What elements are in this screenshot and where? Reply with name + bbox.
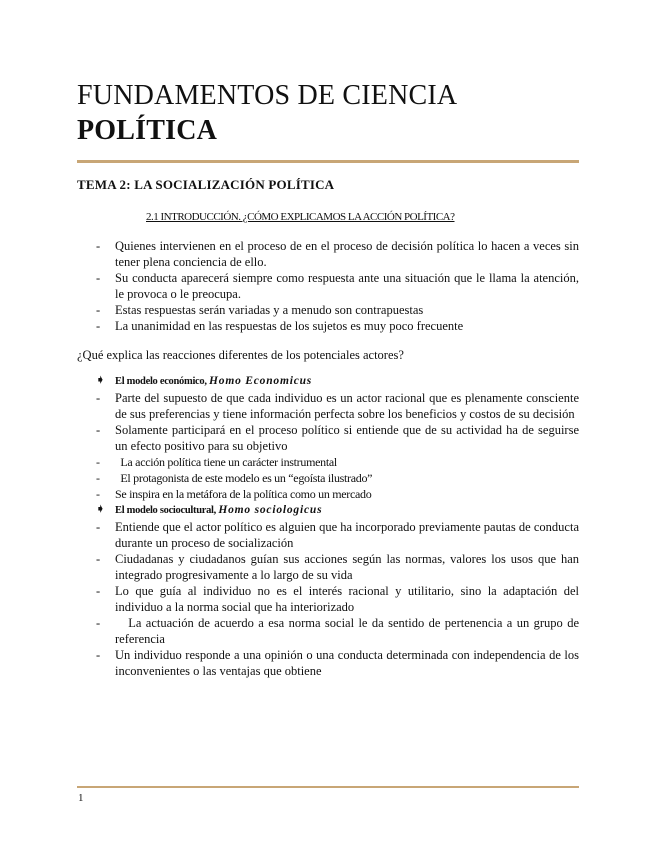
list-item: - La acción política tiene un carácter instrumental: [96, 455, 337, 469]
list-item: - Quienes intervienen en el proceso de en el proceso de decisión política lo hacen a veces sin tener plena conciencia de ello.: [96, 239, 579, 269]
model-heading: [77, 502, 579, 519]
header-divider: [77, 160, 579, 163]
list-item: - Ciudadanas y ciudadanos guían sus acciones según las normas, valores los usos que han integrado progresivamente a lo largo de su vida: [96, 552, 579, 582]
list-item: - Un individuo responde a una opinión o una conducta determinada con independencia de los inconvenientes o las ventajas que obtiene: [96, 648, 579, 678]
model-term: Homo sociologicus: [218, 504, 323, 516]
page-number: 1: [78, 792, 84, 804]
list-item: - Entiende que el actor político es alguien que ha incorporado previamente pautas de conducta durante un proceso de socialización: [96, 520, 579, 550]
arrow-bullet-icon: ➧: [96, 375, 105, 386]
dash-bullet: -: [96, 239, 101, 253]
section-heading: TEMA 2: LA SOCIALIZACIÓN POLÍTICA: [77, 177, 335, 192]
model-heading: [77, 373, 579, 390]
list-item: - El protagonista de este modelo es un “egoísta ilustrado”: [96, 471, 373, 485]
models-list: [77, 373, 579, 679]
intro-bullet-list: [77, 238, 579, 334]
dash-bullet: -: [96, 423, 101, 437]
dash-bullet: -: [96, 455, 100, 469]
list-item: - Parte del supuesto de que cada individuo es un actor racional que es plenamente consciente de sus preferencias y tiene información perfecta sobre los beneficios y costos de su decisión: [96, 391, 579, 421]
dash-bullet: -: [96, 303, 101, 317]
dash-bullet: -: [96, 648, 101, 662]
list-item: - Lo que guía al individuo no es el interés racional y utilitario, sino la adaptación del individuo a la norma social que ha interiorizado: [96, 584, 579, 614]
dash-bullet: -: [96, 552, 101, 566]
model-term: Homo Economicus: [209, 375, 313, 387]
dash-bullet: -: [96, 319, 101, 333]
dash-bullet: -: [96, 616, 101, 630]
document-title: [77, 78, 597, 148]
list-item: - La actuación de acuerdo a esa norma social le da sentido de pertenencia a un grupo de referencia: [96, 616, 580, 646]
model-label: El modelo sociocultural,: [115, 505, 217, 516]
arrow-bullet-icon: ➧: [96, 504, 105, 515]
list-item: - Estas respuestas serán variadas y a menudo son contrapuestas: [96, 303, 424, 317]
list-item: - La unanimidad en las respuestas de los sujetos es muy poco frecuente: [96, 319, 464, 333]
title-line-2: POLÍTICA: [77, 115, 218, 146]
subsection-heading: 2.1 INTRODUCCIÓN. ¿CÓMO EXPLICAMOS LA ACCIÓN POLÍTICA?: [146, 211, 455, 223]
dash-bullet: -: [96, 584, 101, 598]
dash-bullet: -: [96, 391, 101, 405]
list-item: - Se inspira en la metáfora de la política como un mercado: [96, 487, 372, 501]
title-line-1: FUNDAMENTOS DE CIENCIA: [77, 80, 458, 111]
dash-bullet: -: [96, 487, 100, 501]
question-paragraph: ¿Qué explica las reacciones diferentes de los potenciales actores?: [77, 348, 404, 362]
dash-bullet: -: [96, 271, 101, 285]
model-label: El modelo económico,: [115, 376, 207, 387]
list-item: - Solamente participará en el proceso político si entiende que de su actividad ha de seguirse un efecto positivo para su objetivo: [96, 423, 579, 453]
list-item: - Su conducta aparecerá siempre como respuesta ante una situación que le llama la atención, le provoca o le preocupa.: [96, 271, 579, 301]
dash-bullet: -: [96, 520, 101, 534]
footer-divider: [77, 786, 579, 788]
dash-bullet: -: [96, 471, 100, 485]
